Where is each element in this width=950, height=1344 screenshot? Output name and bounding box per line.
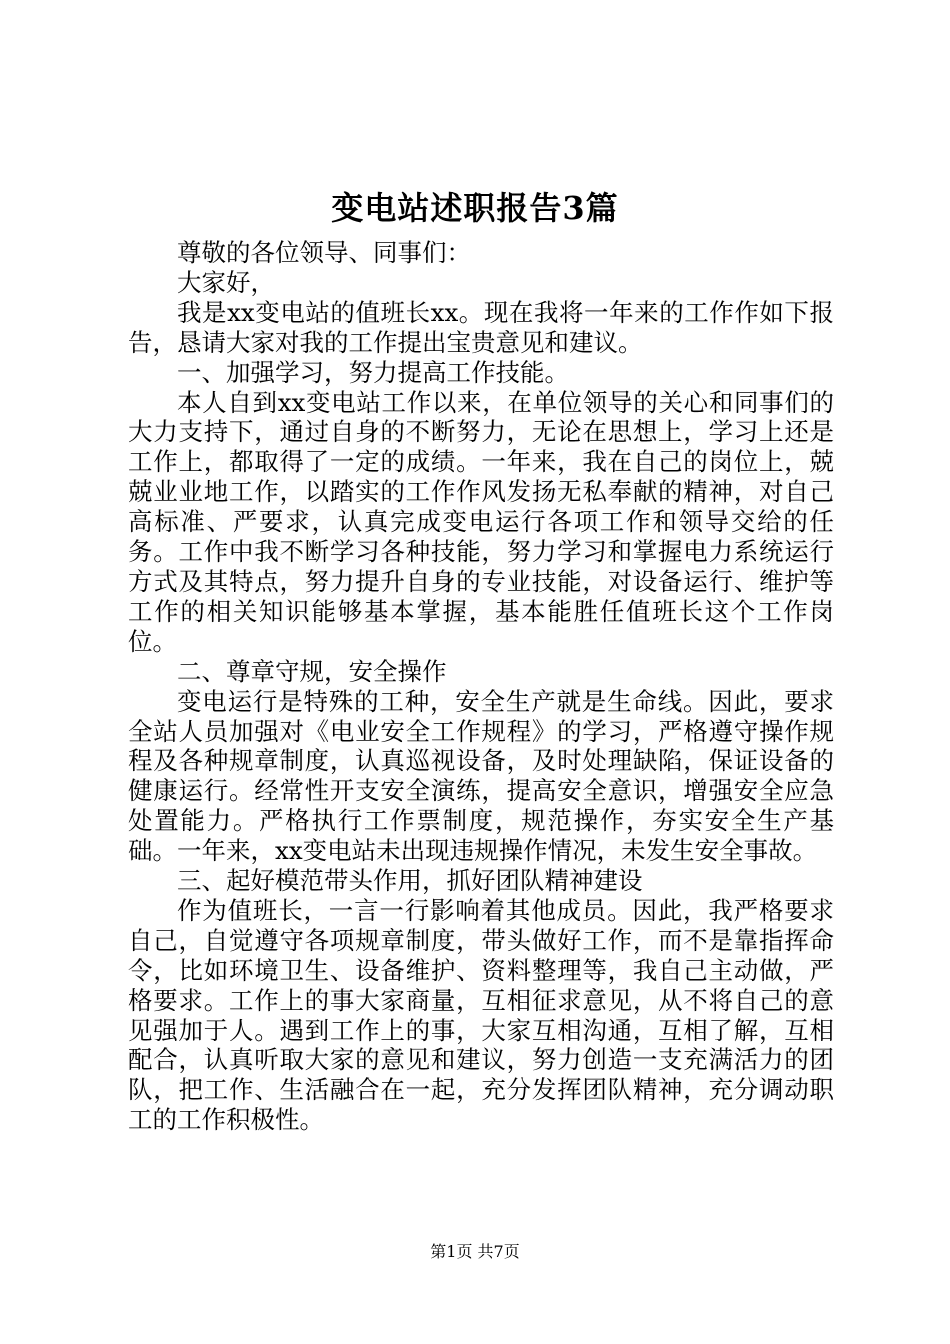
paragraph-salutation: 尊敬的各位领导、同事们： — [177, 238, 471, 267]
document-body — [128, 238, 834, 1135]
section-heading-2: 二、尊章守规，安全操作 — [177, 656, 447, 686]
paragraph-section-1: 本人自到xx变电站工作以来，在单位领导的关心和同事们的大力支持下，通过自身的不断努力，无论在思想上，学习上还是工作上，都取得了一定的成绩。一年来，我在自己的岗位上，兢兢业业地工作，以踏实的工作作风发扬无私奉献的精神，对自己高标准、严要求，认真完成变电运行各项工作和领导交给的任务。工作中我不断学习各种技能，努力学习和掌握电力系统运行方式及其特点，努力提升自身的专业技能，对设备运行、维护等工作的相关知识能够基本掌握，基本能胜任值班长这个工作岗位。 — [128, 387, 834, 656]
paragraph-section-3: 作为值班长，一言一行影响着其他成员。因此，我严格要求自己，自觉遵守各项规章制度，带头做好工作，而不是靠指挥命令，比如环境卫生、设备维护、资料整理等，我自己主动做，严格要求。工作上的事大家商量，互相征求意见，从不将自己的意见强加于人。遇到工作上的事，大家互相沟通，互相了解，互相配合，认真听取大家的意见和建议，努力创造一支充满活力的团队，把工作、生活融合在一起，充分发挥团队精神，充分调动职工的工作积极性。 — [128, 895, 834, 1135]
paragraph-section-2: 变电运行是特殊的工种，安全生产就是生命线。因此，要求全站人员加强对《电业安全工作规程》的学习，严格遵守操作规程及各种规章制度，认真巡视设备，及时处理缺陷，保证设备的健康运行。经常性开支安全演练，提高安全意识，增强安全应急处置能力。严格执行工作票制度，规范操作，夯实安全生产基础。一年来，xx变电站未出现违规操作情况，未发生安全事故。 — [128, 686, 834, 866]
paragraph-greeting: 大家好， — [177, 267, 275, 297]
document-title: 变电站述职报告3篇 — [331, 189, 619, 227]
page-number-footer: 第1页 共7页 — [430, 1242, 520, 1261]
section-heading-1: 一、加强学习，努力提高工作技能。 — [177, 357, 569, 387]
paragraph-intro: 我是xx变电站的值班长xx。现在我将一年来的工作作如下报告，恳请大家对我的工作提出宝贵意见和建议。 — [128, 297, 834, 357]
section-heading-3: 三、起好模范带头作用，抓好团队精神建设 — [177, 866, 643, 896]
